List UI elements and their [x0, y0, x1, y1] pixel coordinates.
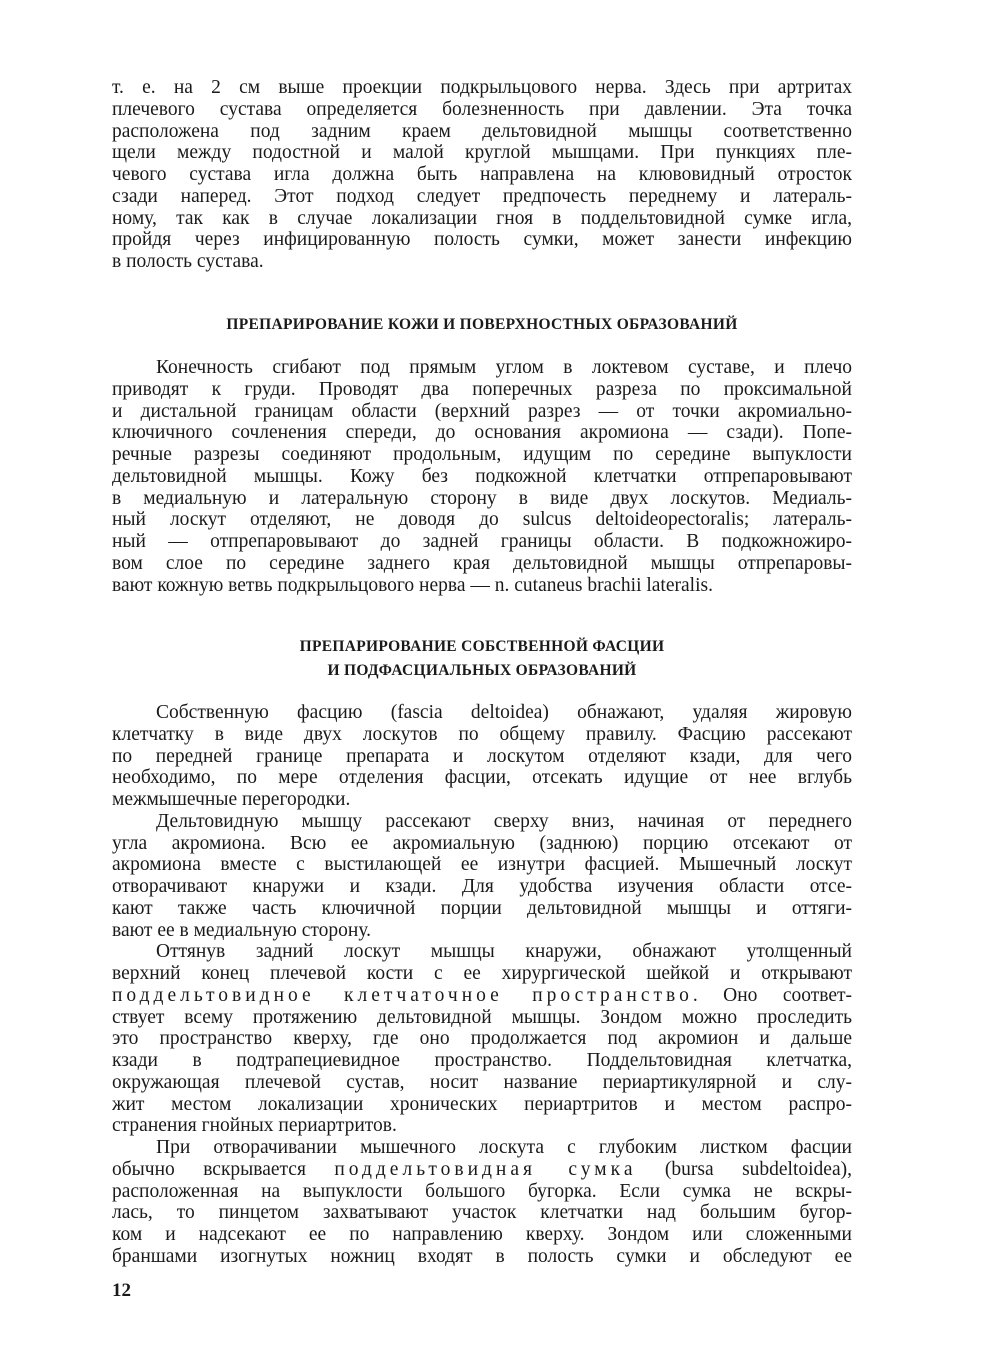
text-run: отворачивают кнаружи и кзади. Для удобства изучения области отсе-: [112, 876, 852, 897]
text-run: кзади в подтрапециевидное пространство. Поддельтовидная клетчатка,: [112, 1050, 852, 1071]
paragraph: [112, 77, 852, 273]
paragraph: [112, 702, 852, 811]
text-line: [112, 77, 852, 99]
text-line: [112, 811, 852, 833]
text-line: [112, 357, 852, 379]
text-run: это пространство кверху, где оно продолжается под акромион и дальше: [112, 1028, 852, 1050]
text-run: верхний конец плечевой кости с ее хирургической шейкой и открывают: [112, 963, 852, 984]
text-run: ком и надсекают ее по направлению кверху. Зондом или сложенными: [112, 1224, 852, 1245]
text-line: [112, 1181, 852, 1203]
text-run: . Оно соответ-: [692, 984, 852, 1006]
text-run: дельтовидной мышцы. Кожу без подкожной клетчатки отпрепаровывают: [112, 465, 852, 487]
text-line: [112, 1246, 852, 1268]
text-run: ствует всему протяжению дельтовидной мышцы. Зондом можно проследить: [112, 1006, 852, 1028]
text-run: (bursa subdeltoidea),: [636, 1158, 852, 1180]
text-line: [112, 466, 852, 488]
text-run: лась, то пинцетом захватывают участок клетчатки над большим бугор-: [112, 1202, 852, 1224]
text-run: обычно вскрывается: [112, 1158, 335, 1180]
text-line: [112, 1072, 852, 1094]
text-line: [112, 1050, 852, 1072]
heading-skin-dissection: ПРЕПАРИРОВАНИЕ КОЖИ И ПОВЕРХНОСТНЫХ ОБРАЗОВАНИЙ: [226, 316, 738, 333]
text-line: [112, 833, 852, 855]
text-line: [112, 854, 852, 876]
paragraph: [112, 357, 852, 596]
text-run: вом слое по середине заднего края дельтовидной мышцы отпрепаровы-: [112, 552, 852, 574]
text-line: [112, 379, 852, 401]
section-fascia-text: [112, 702, 852, 1268]
text-run: кают также часть ключичной порции дельтовидной мышцы и оттяги-: [112, 897, 852, 919]
text-line: [112, 575, 852, 597]
text-run: расположенная на выпуклости большого бугорка. Если сумка не вскры-: [112, 1180, 852, 1202]
spaced-emphasis-term: поддельтовидное клетчаточное пространство: [112, 984, 693, 1006]
text-line: [112, 920, 852, 942]
text-run: При отворачивании мышечного лоскута с глубоким листком фасции: [156, 1137, 852, 1158]
section-intro-text: [112, 77, 852, 273]
text-line: [112, 142, 852, 164]
text-run: Оттянув задний лоскут мышцы кнаружи, обнажают утолщенный: [156, 941, 852, 963]
text-run: в медиальную и латеральную сторону в виде двух лоскутов. Медиаль-: [112, 487, 852, 509]
spaced-emphasis-term: поддельтовидная сумка: [334, 1158, 637, 1180]
text-run: речные разрезы соединяют продольным, идущим по середине выпуклости: [112, 444, 852, 465]
text-run: щели между подостной и малой круглой мышцами. При пункциях пле-: [112, 142, 852, 164]
text-run: по передней границе препарата и лоскутом отделяют кзади, для чего: [112, 745, 852, 767]
text-line: [112, 1159, 852, 1181]
text-run: Конечность сгибают под прямым углом в локтевом суставе, и плечо: [156, 357, 852, 378]
text-line: [112, 1028, 852, 1050]
section-skin-text: [112, 357, 852, 596]
text-run: Собственную фасцию (fascia deltoidea) обнажают, удаляя жировую: [156, 702, 852, 723]
text-line: [112, 444, 852, 466]
page-number: 12: [112, 1280, 131, 1301]
text-line: [112, 553, 852, 575]
text-line: [112, 1115, 852, 1137]
text-line: [112, 164, 852, 186]
text-line: [112, 1137, 852, 1159]
text-line: [112, 229, 852, 251]
text-run: Дельтовидную мышцу рассекают сверху вниз, начиная от переднего: [156, 810, 852, 832]
text-line: [112, 208, 852, 230]
text-line: [112, 1202, 852, 1224]
text-run: в полость сустава.: [112, 251, 264, 272]
text-run: вают ее в медиальную сторону.: [112, 919, 372, 941]
text-run: плечевого сустава определяется болезненность при давлении. Эта точка: [112, 98, 852, 120]
text-line: [112, 186, 852, 208]
text-run: жит местом локализации хронических периартритов и местом распро-: [112, 1093, 852, 1115]
text-line: [112, 985, 852, 1007]
text-line: [112, 746, 852, 768]
text-run: необходимо, по мере отделения фасции, отсекать идущие от нее вглубь: [112, 767, 852, 789]
heading-fascia-dissection: [112, 635, 852, 683]
heading-line: И ПОДФАСЦИАЛЬНЫХ ОБРАЗОВАНИЙ: [327, 662, 637, 679]
text-line: [112, 702, 852, 724]
text-run: чевого сустава игла должна быть направлена на клювовидный отросток: [112, 164, 852, 185]
text-line: [112, 876, 852, 898]
text-line: [112, 121, 852, 143]
text-run: ный лоскут отделяют, не доводя до sulcus deltoideopectoralis; латераль-: [112, 509, 852, 531]
text-line: [112, 1007, 852, 1029]
text-line: [112, 531, 852, 553]
text-line: [112, 1224, 852, 1246]
text-line: [112, 251, 852, 273]
text-line: [112, 422, 852, 444]
paragraph: [112, 1137, 852, 1268]
text-run: расположена под задним краем дельтовидной мышцы соответственно: [112, 120, 852, 142]
text-run: пройдя через инфицированную полость сумки, может занести инфекцию: [112, 229, 852, 251]
text-line: [112, 898, 852, 920]
text-line: [112, 724, 852, 746]
text-run: ный — отпрепаровывают до задней границы области. В подкожножиро-: [112, 531, 852, 552]
text-run: браншами изогнутых ножниц входят в полость сумки и обследуют ее: [112, 1245, 852, 1267]
text-line: [112, 99, 852, 121]
text-run: ному, так как в случае локализации гноя в поддельтовидной сумке игла,: [112, 207, 852, 229]
heading-line: ПРЕПАРИРОВАНИЕ СОБСТВЕННОЙ ФАСЦИИ: [299, 638, 665, 655]
text-run: окружающая плечевой сустав, носит название периартикулярной и слу-: [112, 1071, 852, 1093]
text-line: [112, 941, 852, 963]
text-run: ключичного сочленения спереди, до основания акромиона — сзади). Попе-: [112, 422, 852, 444]
paragraph: [112, 811, 852, 942]
text-line: [112, 401, 852, 423]
text-run: сзади наперед. Этот подход следует предпочесть переднему и латераль-: [112, 185, 852, 207]
text-run: угла акромиона. Всю ее акромиальную (заднюю) порцию отсекают от: [112, 832, 852, 854]
text-run: межмышечные перегородки.: [112, 789, 351, 810]
text-run: приводят к груди. Проводят два поперечных разреза по проксимальной: [112, 378, 852, 400]
text-run: и дистальной границам области (верхний разрез — от точки акромиально-: [112, 400, 852, 422]
text-run: странения гнойных периартритов.: [112, 1115, 397, 1137]
text-line: [112, 1094, 852, 1116]
text-run: акромиона вместе с выстилающей ее изнутри фасцией. Мышечный лоскут: [112, 854, 852, 876]
text-line: [112, 509, 852, 531]
paragraph: [112, 941, 852, 1137]
text-run: т. е. на 2 см выше проекции подкрыльцового нерва. Здесь при артритах: [112, 77, 852, 98]
text-line: [112, 767, 852, 789]
text-run: вают кожную ветвь подкрыльцового нерва — n. cutaneus brachii lateralis.: [112, 574, 713, 596]
text-line: [112, 789, 852, 811]
text-line: [112, 488, 852, 510]
text-run: клетчатку в виде двух лоскутов по общему правилу. Фасцию рассекают: [112, 723, 852, 745]
text-line: [112, 963, 852, 985]
